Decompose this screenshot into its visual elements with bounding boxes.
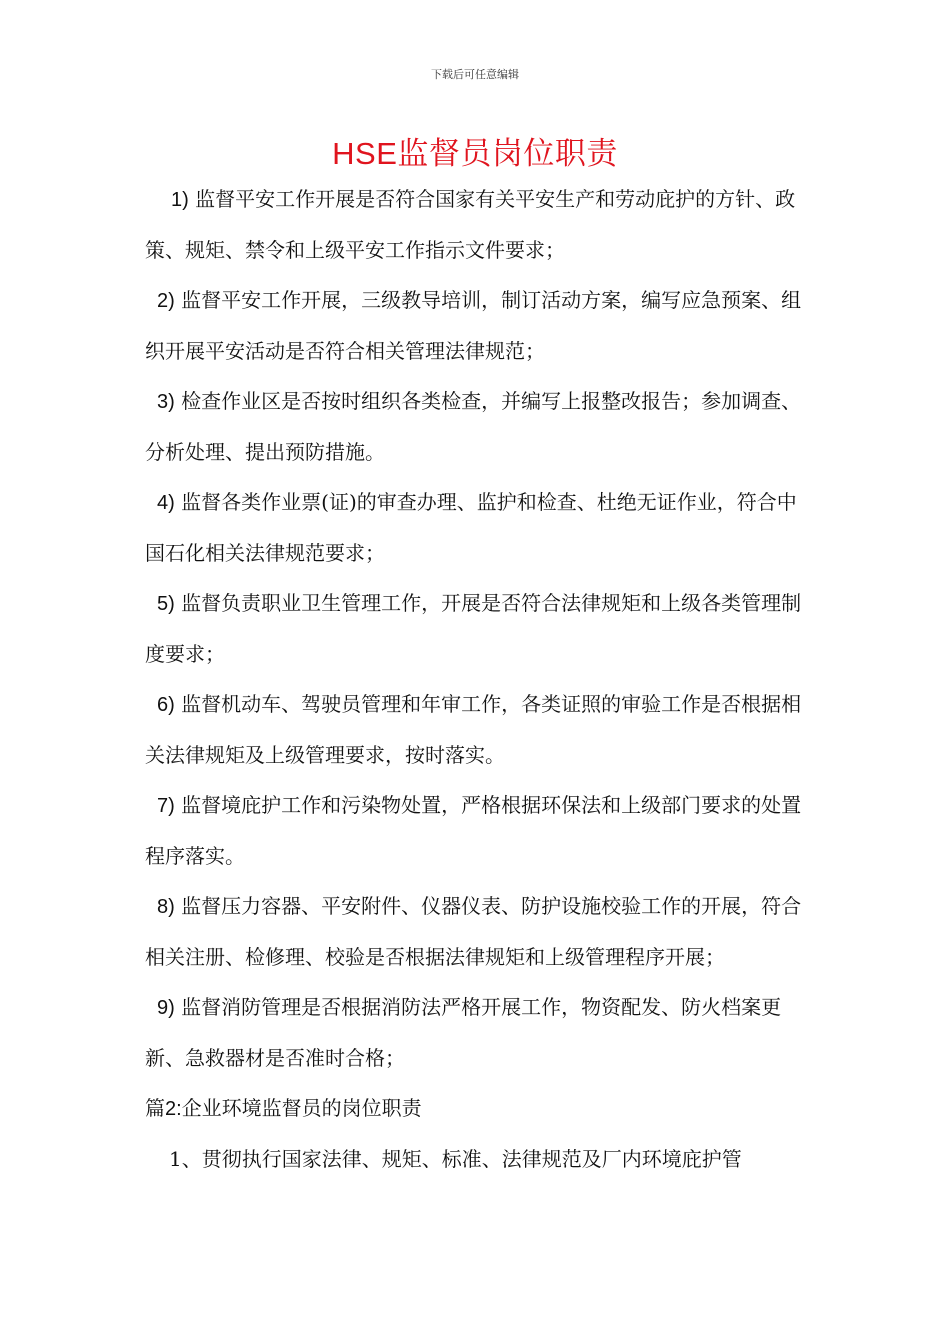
list-item (145, 881, 810, 982)
list-item (145, 477, 810, 578)
item-text: 监督压力容器、平安附件、仪器仪表、防护设施校验工作的开展，符合相关注册、检修理、校验是否根据法律规矩和上级管理程序开展； (145, 894, 802, 969)
item-number: 8) (157, 896, 175, 918)
item-number: 5) (157, 593, 175, 615)
item-text: 监督平安工作开展是否符合国家有关平安生产和劳动庇护的方针、政策、规矩、禁令和上级平安工作指示文件要求； (145, 187, 796, 262)
list-item (145, 275, 810, 376)
item-text: 监督各类作业票(证)的审查办理、监护和检查、杜绝无证作业，符合中国石化相关法律规范要求； (145, 490, 797, 565)
item-number: 3) (157, 391, 175, 413)
list-item (145, 780, 810, 881)
item-text: 监督负责职业卫生管理工作，开展是否符合法律规矩和上级各类管理制度要求； (145, 591, 802, 666)
item-number: 9) (157, 997, 175, 1019)
item-number: 6) (157, 694, 175, 716)
item-number: 7) (157, 795, 175, 817)
page-title (0, 128, 950, 173)
page-header-note: 下载后可任意编辑 (431, 68, 519, 81)
item-text: 检查作业区是否按时组织各类检查，并编写上报整改报告；参加调查、分析处理、提出预防措施。 (145, 389, 802, 464)
list-item (145, 376, 810, 477)
list-item: 1、贯彻执行国家法律、规矩、标准、法律规范及厂内环境庇护管 (169, 1147, 742, 1171)
title-cjk: 监督员岗位职责 (397, 136, 618, 172)
section-prefix: 篇 (145, 1096, 165, 1120)
title-latin: HSE (332, 136, 398, 171)
list-item (145, 679, 810, 780)
section-heading (145, 1083, 810, 1134)
item-text: 监督机动车、驾驶员管理和年审工作，各类证照的审验工作是否根据相关法律规矩及上级管理要求，按时落实。 (145, 692, 802, 767)
item-text: 监督消防管理是否根据消防法严格开展工作，物资配发、防火档案更新、急救器材是否准时合格； (145, 995, 782, 1070)
item-number: 1) (171, 189, 189, 211)
section-number: 2: (165, 1098, 182, 1120)
list-item (145, 982, 810, 1083)
list-item (145, 174, 810, 275)
item-number: 2) (157, 290, 175, 312)
item-number: 4) (157, 492, 175, 514)
section-text: 企业环境监督员的岗位职责 (181, 1096, 422, 1120)
list-item (145, 578, 810, 679)
document-body (145, 174, 810, 1184)
item-text: 监督境庇护工作和污染物处置，严格根据环保法和上级部门要求的处置程序落实。 (145, 793, 802, 868)
item-text: 监督平安工作开展，三级教导培训，制订活动方案，编写应急预案、组织开展平安活动是否符合相关管理法律规范； (145, 288, 802, 363)
